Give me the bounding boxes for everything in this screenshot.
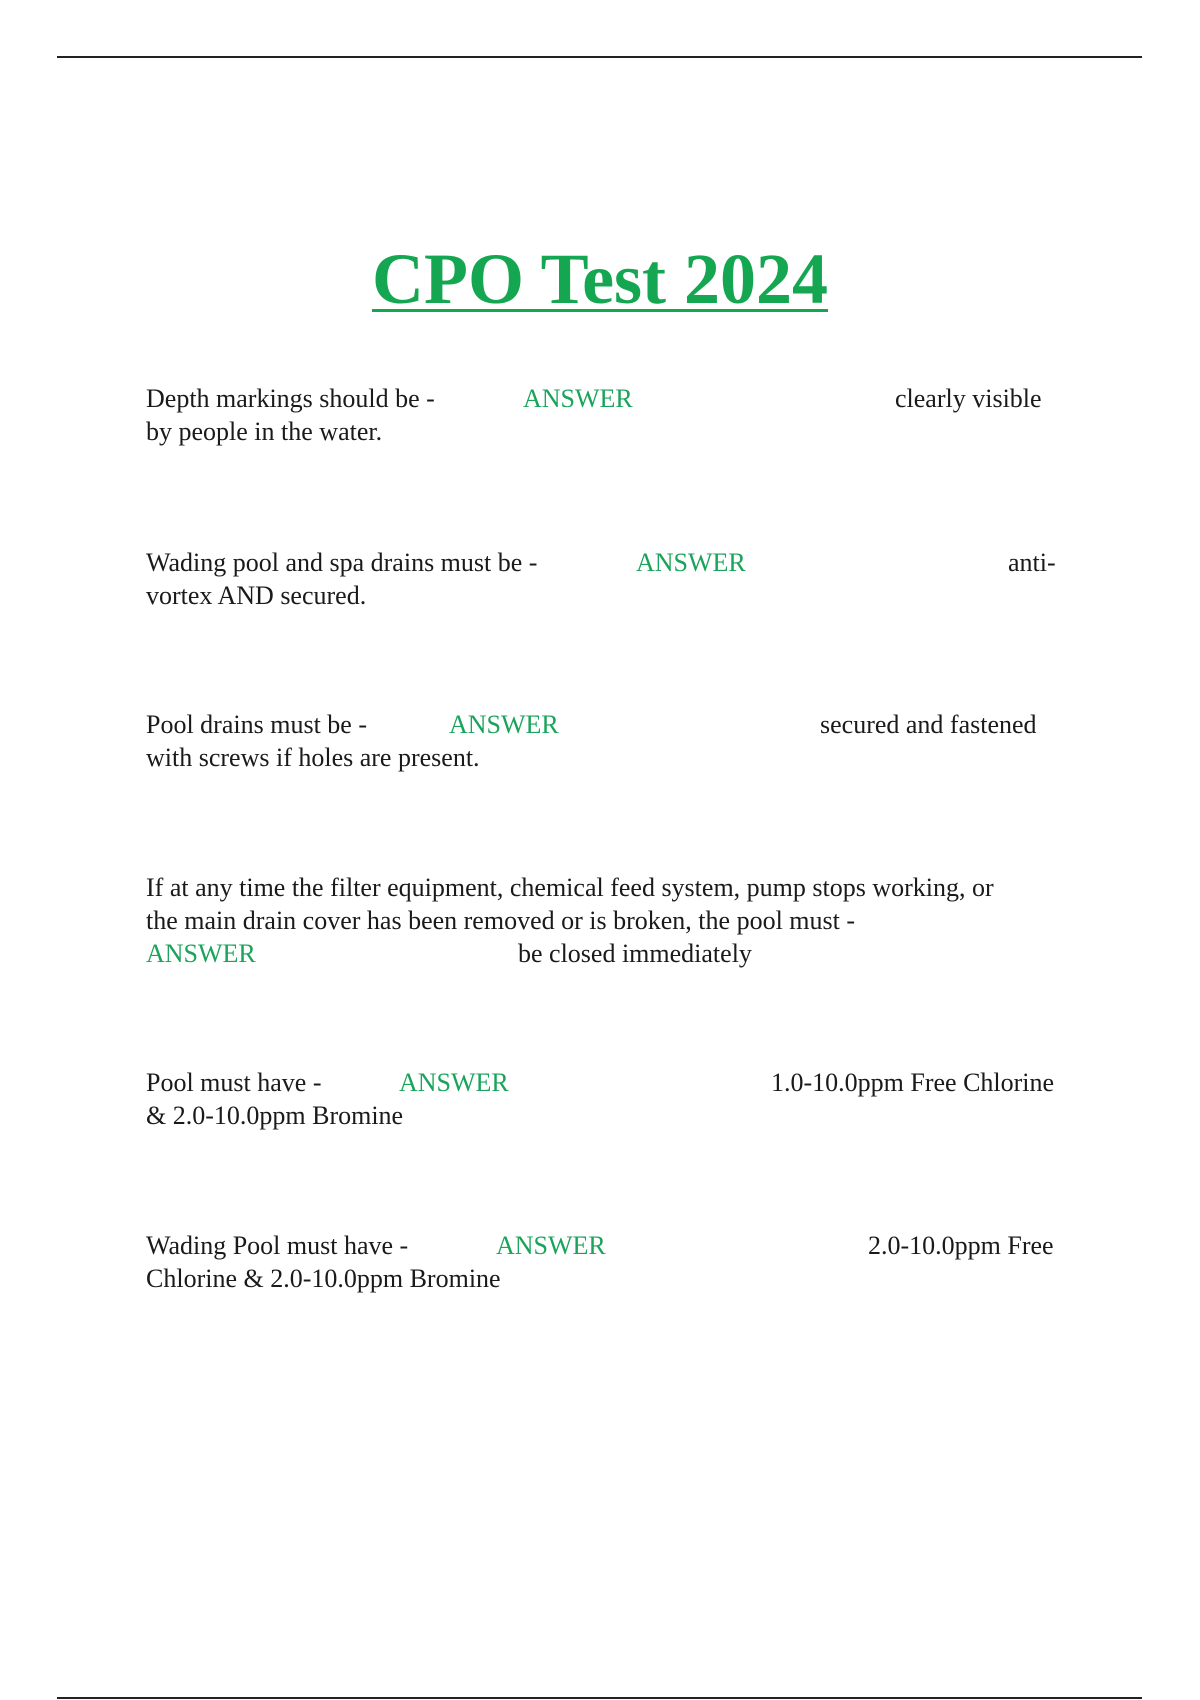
answer-marker: ANSWER [146,939,256,968]
qa-line [146,1262,1066,1295]
answer-text: 2.0-10.0ppm Free [868,1231,1054,1260]
answer-text-continued: Chlorine & 2.0-10.0ppm Bromine [146,1264,501,1293]
qa-line [146,415,1066,448]
answer-marker: ANSWER [523,384,633,413]
answer-text: 1.0-10.0ppm Free Chlorine [771,1068,1055,1097]
qa-line [146,871,1066,904]
answer-text-continued: & 2.0-10.0ppm Bromine [146,1101,404,1130]
answer-text: be closed immediately [518,939,752,968]
question-text: Pool must have - [146,1068,322,1097]
question-text: If at any time the filter equipment, chemical feed system, pump stops working, or [146,873,994,902]
qa-line [146,937,1066,970]
qa-item-4 [146,871,1066,970]
qa-item-2 [146,546,1066,612]
qa-line [146,1229,1066,1262]
answer-text: anti- [1008,548,1056,577]
qa-line [146,1099,1066,1132]
question-text: Wading pool and spa drains must be - [146,548,538,577]
qa-line [146,904,1066,937]
question-text: Pool drains must be - [146,710,367,739]
top-rule [57,56,1142,58]
qa-line [146,546,1066,579]
document-title [0,238,1200,320]
qa-item-6 [146,1229,1066,1295]
answer-marker: ANSWER [636,548,746,577]
question-text-continued: the main drain cover has been removed or is broken, the pool must - [146,906,856,935]
document-title-text: CPO Test 2024 [371,239,829,319]
answer-text: clearly visible [895,384,1042,413]
bottom-rule [57,1697,1142,1699]
answer-text: secured and fastened [820,710,1037,739]
qa-item-3 [146,708,1066,774]
answer-text-continued: with screws if holes are present. [146,743,480,772]
answer-text-continued: by people in the water. [146,417,383,446]
answer-marker: ANSWER [449,710,559,739]
qa-line [146,579,1066,612]
question-text: Depth markings should be - [146,384,435,413]
answer-text-continued: vortex AND secured. [146,581,367,610]
qa-line [146,708,1066,741]
qa-item-1 [146,382,1066,448]
qa-line [146,741,1066,774]
answer-marker: ANSWER [399,1068,509,1097]
qa-item-5 [146,1066,1066,1132]
qa-line [146,382,1066,415]
question-text: Wading Pool must have - [146,1231,409,1260]
qa-line [146,1066,1066,1099]
answer-marker: ANSWER [496,1231,606,1260]
